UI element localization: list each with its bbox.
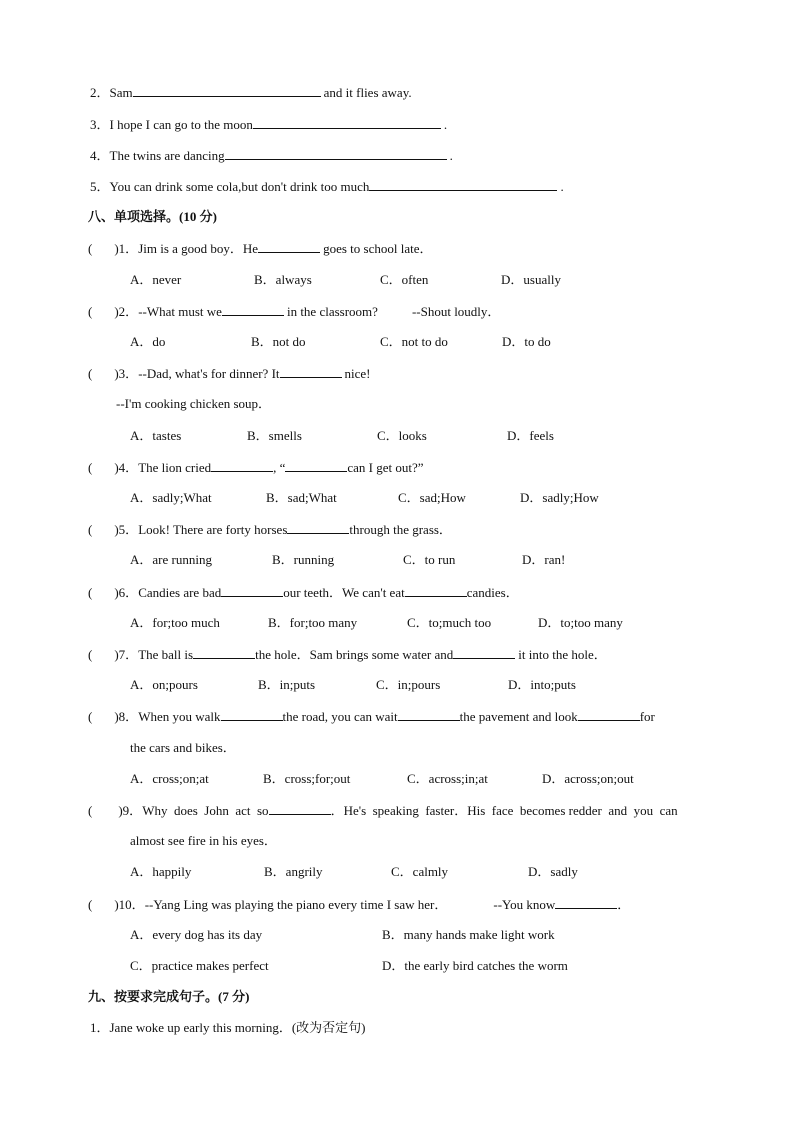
answer-blank[interactable] [285,459,347,472]
q2-option-b[interactable]: B．not do [251,334,306,349]
q5-option-b[interactable]: B．running [272,552,335,567]
q7-option-a[interactable]: A．on;pours [130,677,198,692]
answer-blank[interactable] [253,116,441,129]
fill-line-4: 4．The twins are dancing . [90,148,453,163]
q4-option-d[interactable]: D．sadly;How [520,490,599,505]
answer-blank[interactable] [258,240,320,253]
q8-option-a[interactable]: A．cross;on;at [130,771,209,786]
question-9: ( )9．Why does John act so ．He's speaking faster．His face becomes redder and you can [88,803,678,818]
q8-continuation: the cars and bikes． [130,740,236,755]
q3-reply: --I'm cooking chicken soup． [116,396,272,411]
q4-option-b[interactable]: B．sad;What [266,490,337,505]
q9-option-d[interactable]: D．sadly [528,864,578,879]
q6-option-d[interactable]: D．to;too many [538,615,623,630]
question-4: ( )4．The lion cried , “ can I get out?” [88,460,424,475]
q2-option-a[interactable]: A．do [130,334,166,349]
fill-line-5: 5．You can drink some cola,but don't drink too much . [90,179,564,194]
answer-blank[interactable] [398,708,460,721]
section-8-title: 八、单项选择。(10 分) [88,209,217,224]
q6-option-c[interactable]: C．to;much too [407,615,492,630]
q7-option-d[interactable]: D．into;puts [508,677,576,692]
q8-option-b[interactable]: B．cross;for;out [263,771,351,786]
fill-line-3: 3．I hope I can go to the moon . [90,117,448,132]
answer-blank[interactable] [287,521,349,534]
q2-option-c[interactable]: C．not to do [380,334,448,349]
section-9-item-1: 1．Jane woke up early this morning．(改为否定句) [90,1020,366,1035]
question-1: ( )1．Jim is a good boy．He goes to school late． [88,241,433,256]
question-6: ( )6．Candies are bad our teeth．We can't eat candies． [88,585,519,600]
answer-blank[interactable] [221,584,283,597]
answer-blank[interactable] [193,646,255,659]
q8-option-d[interactable]: D．across;on;out [542,771,634,786]
question-8: ( )8．When you walk the road, you can wait the pavement and look for [88,709,655,724]
q1-option-c[interactable]: C．often [380,272,429,287]
q9-option-b[interactable]: B．angrily [264,864,323,879]
q6-option-a[interactable]: A．for;too much [130,615,220,630]
q2-option-d[interactable]: D．to do [502,334,551,349]
q4-option-a[interactable]: A．sadly;What [130,490,212,505]
fill-line-2: 2．Sam and it flies away. [90,85,412,100]
q3-option-a[interactable]: A．tastes [130,428,182,443]
q8-option-c[interactable]: C．across;in;at [407,771,488,786]
q9-option-c[interactable]: C．calmly [391,864,449,879]
answer-blank[interactable] [405,584,467,597]
q5-option-a[interactable]: A．are running [130,552,212,567]
question-2: ( )2．--What must we in the classroom? --Shout loudly． [88,304,501,319]
answer-blank[interactable] [369,178,557,191]
q9-option-a[interactable]: A．happily [130,864,192,879]
question-10: ( )10．--Yang Ling was playing the piano every time I saw her． --You know ． [88,897,631,912]
question-7: ( )7．The ball is the hole．Sam brings some water and it into the hole． [88,647,607,662]
q7-option-b[interactable]: B．in;puts [258,677,316,692]
answer-blank[interactable] [578,708,640,721]
q10-option-c[interactable]: C．practice makes perfect [130,958,269,973]
q10-option-b[interactable]: B．many hands make light work [382,927,555,942]
q10-option-a[interactable]: A．every dog has its day [130,927,263,942]
section-9-title: 九、按要求完成句子。(7 分) [88,989,250,1004]
answer-blank[interactable] [221,708,283,721]
answer-blank[interactable] [133,84,321,97]
q1-option-a[interactable]: A．never [130,272,182,287]
answer-blank[interactable] [211,459,273,472]
q4-option-c[interactable]: C．sad;How [398,490,466,505]
q9-continuation: almost see fire in his eyes． [130,833,277,848]
q7-option-c[interactable]: C．in;pours [376,677,441,692]
answer-blank[interactable] [280,365,342,378]
question-3: ( )3．--Dad, what's for dinner? It nice! [88,366,371,381]
answer-blank[interactable] [269,802,331,815]
q10-option-d[interactable]: D．the early bird catches the worm [382,958,568,973]
q3-option-b[interactable]: B．smells [247,428,302,443]
answer-blank[interactable] [222,303,284,316]
question-5: ( )5．Look! There are forty horses through the grass． [88,522,452,537]
answer-blank[interactable] [555,896,617,909]
q6-option-b[interactable]: B．for;too many [268,615,358,630]
q3-option-d[interactable]: D．feels [507,428,554,443]
answer-blank[interactable] [453,646,515,659]
q1-option-b[interactable]: B．always [254,272,312,287]
q5-option-d[interactable]: D．ran! [522,552,566,567]
q5-option-c[interactable]: C．to run [403,552,456,567]
q3-option-c[interactable]: C．looks [377,428,427,443]
answer-blank[interactable] [225,147,447,160]
q1-option-d[interactable]: D．usually [501,272,561,287]
